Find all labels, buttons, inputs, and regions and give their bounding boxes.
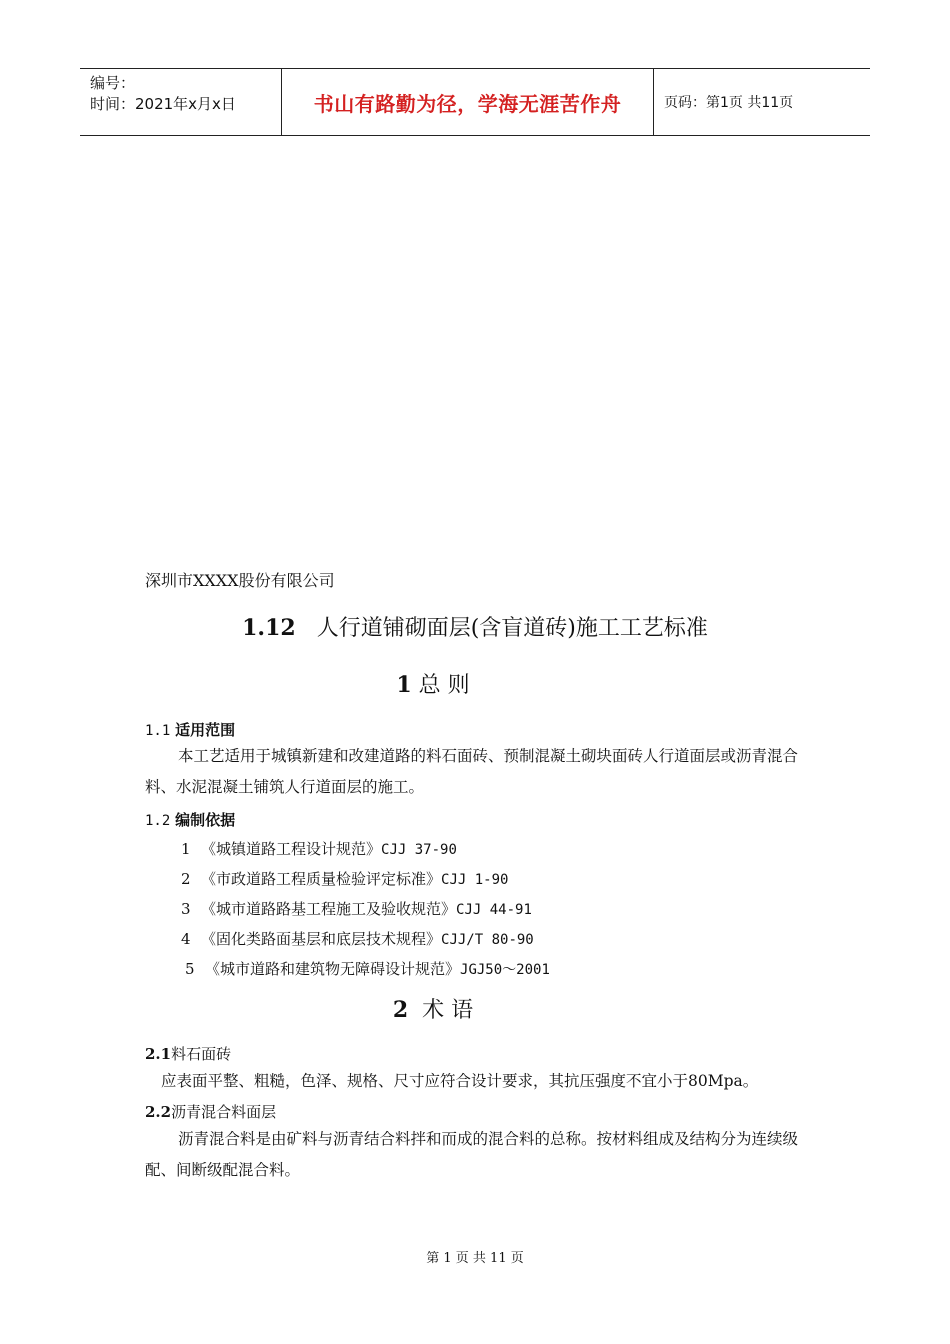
section-1-1-number: 1.1 xyxy=(145,723,171,739)
header-motto: 书山有路勤为径，学海无涯苦作舟 xyxy=(281,69,654,135)
reference-item xyxy=(181,928,534,949)
page-footer: 第 1 页 共 11 页 xyxy=(426,1251,524,1266)
section-1-1-text: 本工艺适用于城镇新建和改建道路的料石面砖、预制混凝土砌块面砖人行道面层或沥青混合料、水泥混凝土铺筑人行道面层的施工。 xyxy=(145,747,799,796)
chapter-2-heading xyxy=(0,993,866,1024)
reference-name: 《市政道路工程质量检验评定标准》 xyxy=(201,870,442,888)
number-label: 编号： xyxy=(90,74,136,92)
reference-code: JGJ50～2001 xyxy=(460,962,550,978)
chapter-1-number: 1 xyxy=(396,672,412,698)
section-2-1-title: 料石面砖 xyxy=(171,1045,232,1063)
reference-item xyxy=(181,868,508,889)
reference-number: 5 xyxy=(185,960,195,978)
title-number: 1.12 xyxy=(242,615,296,641)
reference-number: 2 xyxy=(181,870,191,888)
reference-number: 4 xyxy=(181,930,191,948)
document-title xyxy=(0,611,950,642)
reference-item xyxy=(181,838,457,859)
section-2-1-heading xyxy=(145,1043,231,1064)
reference-code: CJJ 44-91 xyxy=(456,902,532,918)
reference-name: 《固化类路面基层和底层技术规程》 xyxy=(201,930,442,948)
reference-item xyxy=(181,898,532,919)
header-meta xyxy=(80,69,281,135)
reference-name: 《城市道路和建筑物无障碍设计规范》 xyxy=(205,960,461,978)
section-2-1-number: 2.1 xyxy=(145,1045,172,1063)
chapter-2-number: 2 xyxy=(392,997,409,1023)
section-1-2-number: 1.2 xyxy=(145,813,171,829)
document-header xyxy=(80,68,870,136)
section-2-2-number: 2.2 xyxy=(145,1103,172,1121)
reference-item xyxy=(185,958,550,979)
section-1-1-title: 适用范围 xyxy=(175,721,236,739)
company-name: 深圳市XXXX股份有限公司 xyxy=(145,571,335,590)
chapter-2-title: 术 语 xyxy=(422,998,474,1023)
reference-number: 1 xyxy=(181,840,191,858)
header-page-info: 页码：第1页 共11页 xyxy=(664,95,794,111)
section-1-2-title: 编制依据 xyxy=(175,811,236,829)
section-2-2-heading xyxy=(145,1101,276,1122)
reference-code: CJJ 37-90 xyxy=(381,842,457,858)
reference-name: 《城市道路路基工程施工及验收规范》 xyxy=(201,900,457,918)
section-2-2-text: 沥青混合料是由矿料与沥青结合料拌和而成的混合料的总称。按材料组成及结构分为连续级配、间断级配混合料。 xyxy=(145,1130,799,1179)
section-1-2-heading xyxy=(145,809,235,830)
title-text: 人行道铺砌面层(含盲道砖)施工工艺标准 xyxy=(316,616,708,641)
section-2-2-title: 沥青混合料面层 xyxy=(171,1103,277,1121)
section-2-1-text: 应表面平整、粗糙，色泽、规格、尺寸应符合设计要求，其抗压强度不宜小于80Mpa。 xyxy=(161,1072,759,1090)
reference-name: 《城镇道路工程设计规范》 xyxy=(201,840,382,858)
section-1-1-heading xyxy=(145,719,235,740)
reference-code: CJJ 1-90 xyxy=(441,872,509,888)
time-label: 时间：2021年x月x日 xyxy=(90,95,236,113)
reference-code: CJJ/T 80-90 xyxy=(441,932,534,948)
chapter-1-heading xyxy=(0,668,866,699)
chapter-1-title: 总 则 xyxy=(418,673,470,698)
reference-number: 3 xyxy=(181,900,191,918)
